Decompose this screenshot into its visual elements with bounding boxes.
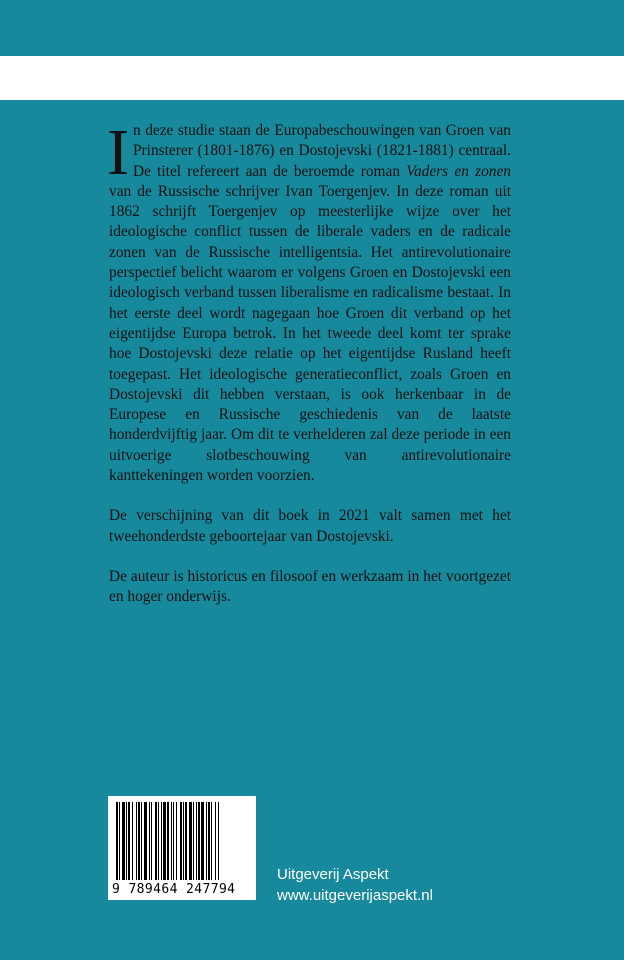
isbn-barcode bbox=[108, 796, 256, 900]
blurb-paragraph-1-part-a: n deze studie staan de Europabeschouwingen van Groen van Prinsterer (1801-1876) en Dostojevski (1821-1881) centraal. De titel refereert aan de beroemde roman bbox=[132, 122, 511, 180]
publisher-name: Uitgeverij Aspekt bbox=[277, 866, 389, 883]
blurb-paragraph-2: De verschijning van dit boek in 2021 valt samen met het tweehonderdste geboortejaar van Dostojevski. bbox=[109, 507, 511, 545]
blurb-paragraph-3: De auteur is historicus en filosoof en werkzaam in het voortgezet en hoger onderwijs. bbox=[109, 567, 511, 606]
drop-cap: I bbox=[107, 116, 129, 189]
back-cover-blurb bbox=[107, 116, 511, 608]
top-white-band bbox=[0, 56, 624, 100]
isbn-digits: 9 789464 247794 bbox=[112, 882, 236, 897]
publisher-block bbox=[277, 864, 433, 906]
publisher-url: www.uitgeverijaspekt.nl bbox=[277, 887, 433, 904]
barcode-bars bbox=[116, 802, 248, 880]
blurb-paragraph-1-part-b: van de Russische schrijver Ivan Toergenjev. In deze roman uit 1862 schrijft Toergenjev op meesterlijke wijze over het ideologische conflict tussen de liberale vaders en de radicale zonen van de Russische intelligentsia. Het antirevolutionaire perspectief belicht waarom er volgens Groen en Dostojevski een ideologisch verband tussen liberalisme en radicalisme bestaat. In het eerste deel wordt nagegaan hoe Groen dit verband op het eigentijdse Europa betrok. In het tweede deel komt ter sprake hoe Dostojevski deze relatie op het eigentijdse Rusland heeft toegepast. Het ideologische generatieconflict, zoals Groen en Dostojevski dit hebben verstaan, is ook herkenbaar in de Europese en Russische geschiedenis van de laatste honderdvijftig jaar. Om dit te verhelderen zal deze periode in een uitvoerige slotbeschouwing van antirevolutionaire kanttekeningen worden voorzien. bbox=[109, 182, 511, 485]
blurb-paragraph-1 bbox=[107, 116, 511, 486]
book-title-reference: Vaders en zonen bbox=[406, 162, 511, 180]
